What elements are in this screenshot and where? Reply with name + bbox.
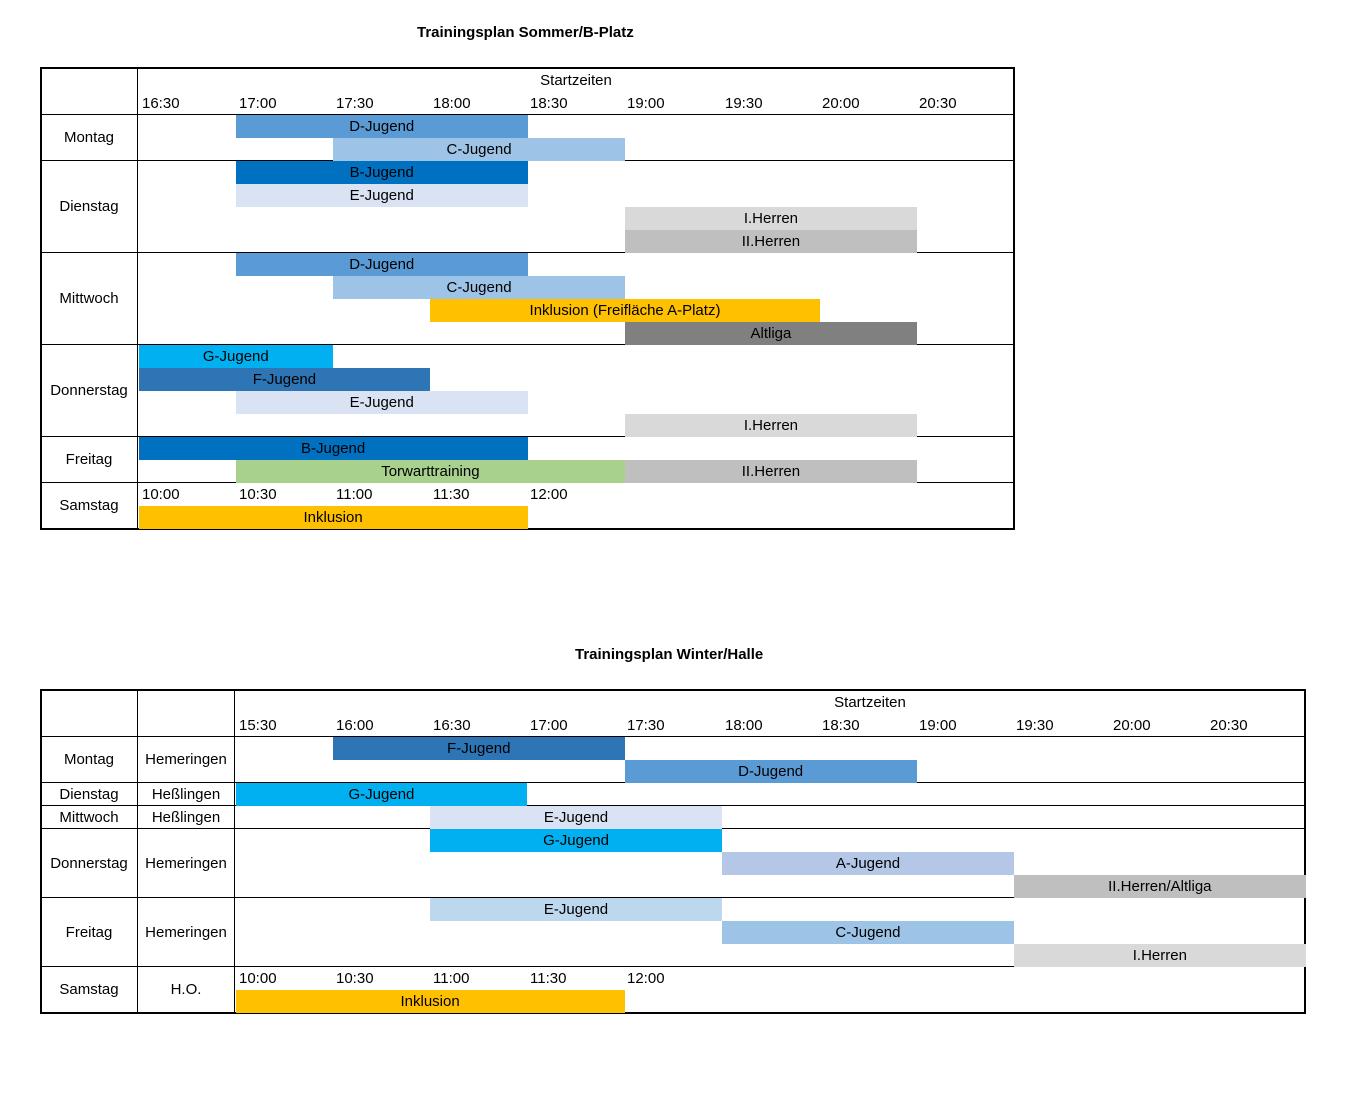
summer-day-label: Samstag bbox=[59, 497, 119, 514]
winter-time-label: 19:00 bbox=[919, 717, 957, 734]
summer-title: Trainingsplan Sommer/B-Platz bbox=[417, 24, 634, 41]
summer-saturday-time-label: 10:30 bbox=[239, 486, 277, 503]
winter-location-label: Heßlingen bbox=[151, 785, 221, 803]
winter-location-label: Hemeringen bbox=[145, 854, 227, 872]
winter-location-label: Hemeringen bbox=[145, 751, 227, 768]
schedule-bar: G-Jugend bbox=[139, 345, 334, 368]
summer-saturday-time-label: 11:30 bbox=[433, 486, 470, 503]
winter-time-label: 18:30 bbox=[822, 717, 860, 734]
winter-title: Trainingsplan Winter/Halle bbox=[575, 646, 764, 663]
winter-location-label: Heßlingen bbox=[151, 808, 221, 826]
winter-time-label: 17:30 bbox=[627, 717, 665, 734]
winter-time-label: 17:00 bbox=[530, 717, 568, 734]
summer-startzeiten-header: Startzeiten bbox=[540, 72, 612, 89]
schedule-bar: E-Jugend bbox=[430, 898, 722, 921]
schedule-bar: F-Jugend bbox=[139, 368, 431, 391]
summer-day-label: Dienstag bbox=[59, 198, 119, 215]
summer-day-column-divider bbox=[137, 67, 138, 530]
summer-time-label: 17:00 bbox=[239, 95, 277, 112]
schedule-bar: D-Jugend bbox=[236, 115, 528, 138]
schedule-bar: II.Herren bbox=[625, 230, 917, 253]
winter-day-label: Samstag bbox=[59, 981, 119, 998]
winter-time-label: 19:30 bbox=[1016, 717, 1054, 734]
winter-saturday-time-label: 11:30 bbox=[530, 970, 567, 987]
winter-day-label: Donnerstag bbox=[50, 854, 128, 872]
schedule-bar: E-Jugend bbox=[236, 184, 528, 207]
schedule-bar: D-Jugend bbox=[236, 253, 528, 276]
schedule-bar: B-Jugend bbox=[139, 437, 528, 460]
schedule-bar: G-Jugend bbox=[430, 829, 722, 852]
winter-time-label: 16:30 bbox=[433, 717, 471, 734]
winter-location-label: H.O. bbox=[170, 981, 202, 998]
winter-time-label: 20:00 bbox=[1113, 717, 1151, 734]
summer-time-label: 17:30 bbox=[336, 95, 374, 112]
summer-day-label: Mittwoch bbox=[59, 290, 119, 307]
summer-day-label: Donnerstag bbox=[50, 382, 128, 399]
schedule-bar: G-Jugend bbox=[236, 783, 528, 806]
summer-time-label: 16:30 bbox=[142, 95, 180, 112]
winter-day-label: Dienstag bbox=[59, 785, 119, 803]
summer-time-label: 20:30 bbox=[919, 95, 957, 112]
winter-time-label: 18:00 bbox=[725, 717, 763, 734]
winter-time-label: 16:00 bbox=[336, 717, 374, 734]
winter-location-label: Hemeringen bbox=[145, 923, 227, 941]
schedule-bar: I.Herren bbox=[625, 414, 917, 437]
schedule-bar: E-Jugend bbox=[430, 806, 722, 829]
schedule-bar: C-Jugend bbox=[333, 138, 625, 161]
schedule-bar: E-Jugend bbox=[236, 391, 528, 414]
schedule-bar: Inklusion (Freifläche A-Platz) bbox=[430, 299, 819, 322]
summer-day-label: Freitag bbox=[65, 451, 113, 468]
summer-time-label: 19:30 bbox=[725, 95, 763, 112]
schedule-bar: F-Jugend bbox=[333, 737, 625, 760]
winter-day-label: Montag bbox=[63, 751, 115, 768]
winter-startzeiten-header: Startzeiten bbox=[834, 694, 906, 711]
summer-time-label: 20:00 bbox=[822, 95, 860, 112]
summer-saturday-time-label: 12:00 bbox=[530, 486, 568, 503]
schedule-bar: II.Herren/Altliga bbox=[1014, 875, 1306, 898]
schedule-bar: Inklusion bbox=[139, 506, 528, 529]
winter-time-label: 20:30 bbox=[1210, 717, 1248, 734]
summer-time-label: 18:00 bbox=[433, 95, 471, 112]
schedule-bar: II.Herren bbox=[625, 460, 917, 483]
winter-saturday-time-label: 10:00 bbox=[239, 970, 277, 987]
summer-saturday-time-label: 11:00 bbox=[336, 486, 373, 503]
schedule-bar: C-Jugend bbox=[333, 276, 625, 299]
schedule-bar: Torwarttraining bbox=[236, 460, 625, 483]
schedule-bar: I.Herren bbox=[1014, 944, 1306, 967]
schedule-bar: C-Jugend bbox=[722, 921, 1014, 944]
schedule-bar: I.Herren bbox=[625, 207, 917, 230]
schedule-bar: Altliga bbox=[625, 322, 917, 345]
winter-time-label: 15:30 bbox=[239, 717, 277, 734]
schedule-bar: D-Jugend bbox=[625, 760, 917, 783]
winter-saturday-time-label: 10:30 bbox=[336, 970, 374, 987]
winter-saturday-time-label: 11:00 bbox=[433, 970, 470, 987]
summer-time-label: 19:00 bbox=[627, 95, 665, 112]
schedule-bar: A-Jugend bbox=[722, 852, 1014, 875]
summer-day-label: Montag bbox=[63, 129, 115, 146]
winter-saturday-time-label: 12:00 bbox=[627, 970, 665, 987]
winter-day-label: Mittwoch bbox=[59, 808, 119, 826]
schedule-bar: B-Jugend bbox=[236, 161, 528, 184]
summer-saturday-time-label: 10:00 bbox=[142, 486, 180, 503]
winter-day-label: Freitag bbox=[65, 923, 113, 941]
schedule-bar: Inklusion bbox=[236, 990, 625, 1013]
summer-time-label: 18:30 bbox=[530, 95, 568, 112]
